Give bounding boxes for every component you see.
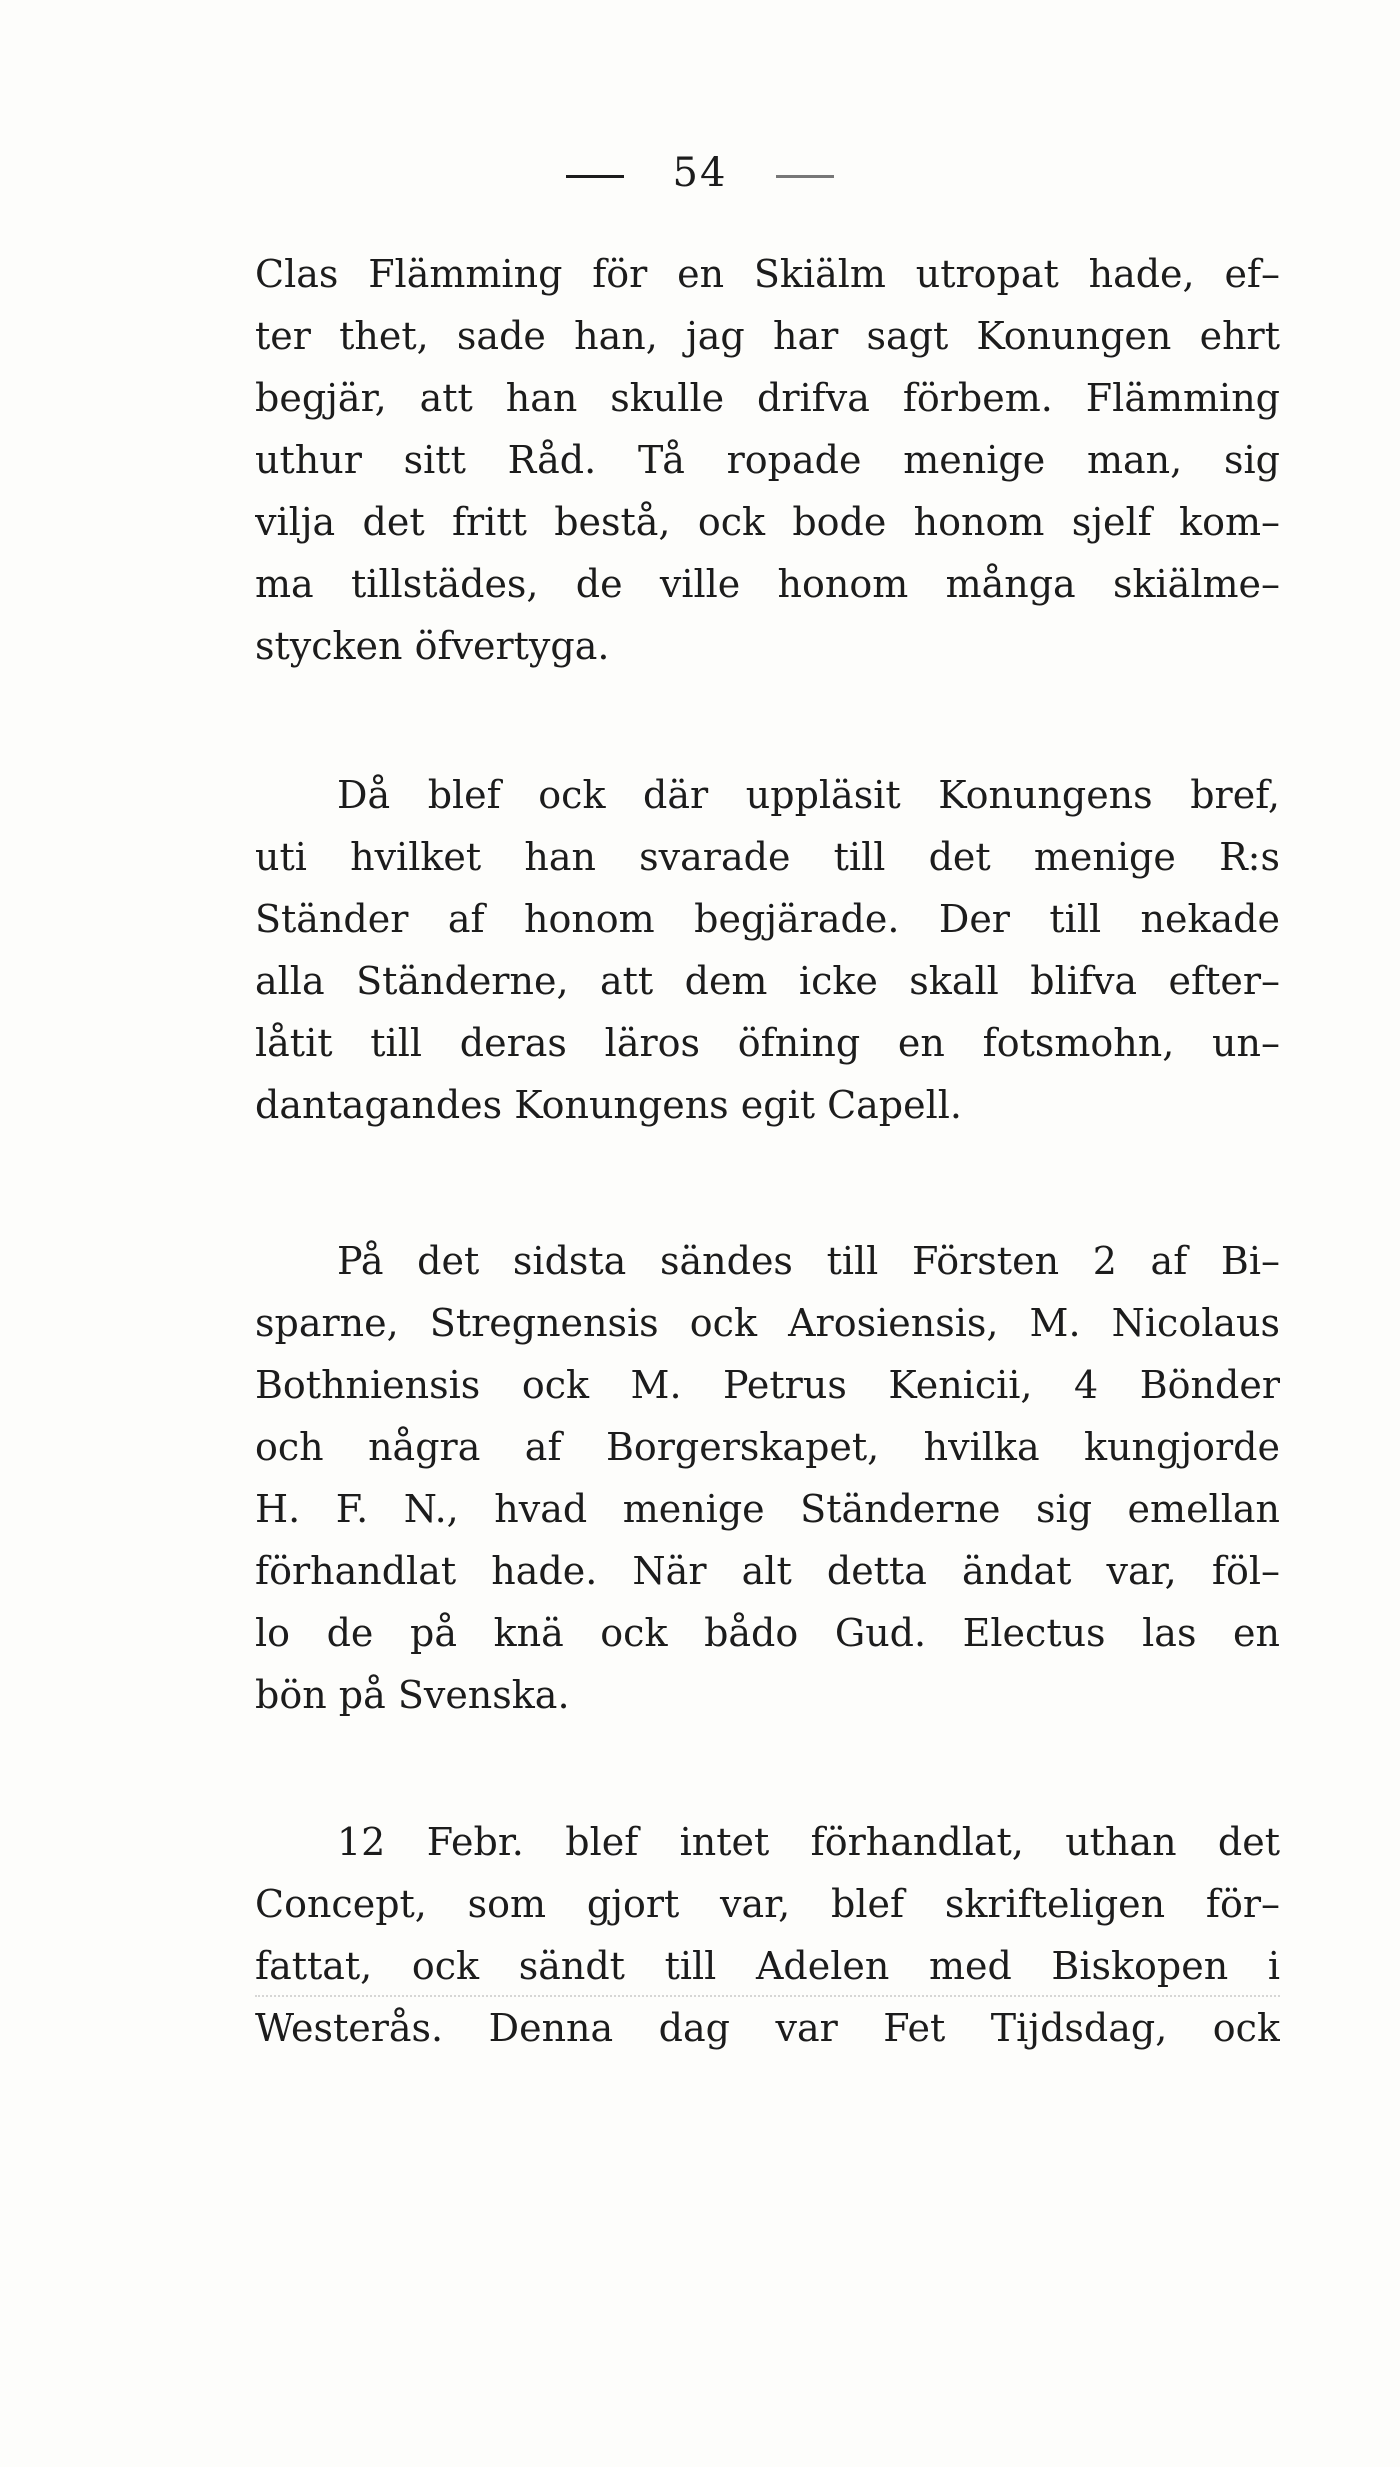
text-line: Då blef ock där uppläsit Konungens bref, — [337, 773, 1280, 817]
text-line: På det sidsta sändes till Försten 2 af Bi– — [337, 1239, 1280, 1283]
text-line: uthur sitt Råd. Tå ropade menige man, sig — [255, 438, 1280, 482]
text-line: Clas Flämming för en Skiälm utropat hade, ef– — [255, 252, 1280, 296]
bleed-through-marks — [255, 1995, 1280, 2027]
text-line: bön på Svenska. — [255, 1673, 570, 1717]
text-line: ter thet, sade han, jag har sagt Konungen ehrt — [255, 314, 1280, 358]
text-line: lo de på knä ock bådo Gud. Electus las en — [255, 1611, 1280, 1655]
text-line: ma tillstädes, de ville honom många skiälme– — [255, 562, 1280, 606]
text-line: H. F. N., hvad menige Ständerne sig emellan — [255, 1487, 1280, 1531]
header-dash-right — [776, 175, 834, 178]
text-line: uti hvilket han svarade till det menige R:s — [255, 835, 1280, 879]
text-line: låtit till deras läros öfning en fotsmohn, un– — [255, 1021, 1280, 1065]
text-line: begjär, att han skulle drifva förbem. Flämming — [255, 376, 1280, 420]
page-number: 54 — [672, 150, 728, 196]
text-line: och några af Borgerskapet, hvilka kungjorde — [255, 1425, 1280, 1469]
text-line: stycken öfvertyga. — [255, 624, 610, 668]
paragraph-1 — [255, 243, 1280, 677]
text-line: 12 Febr. blef intet förhandlat, uthan det — [337, 1820, 1280, 1864]
text-line: Westerås. Denna dag var Fet Tijdsdag, ock — [255, 2006, 1280, 2050]
text-line: Concept, som gjort var, blef skrifteligen för– — [255, 1882, 1280, 1926]
text-line: alla Ständerne, att dem icke skall blifva efter– — [255, 959, 1280, 1003]
text-line: vilja det fritt bestå, ock bode honom sjelf kom– — [255, 500, 1280, 544]
text-line: dantagandes Konungens egit Capell. — [255, 1083, 963, 1127]
text-line: fattat, ock sändt till Adelen med Biskopen i — [255, 1944, 1280, 1988]
text-line: Ständer af honom begjärade. Der till nekade — [255, 897, 1280, 941]
paragraph-2 — [255, 764, 1280, 1136]
page-header — [0, 150, 1400, 196]
paragraph-3 — [255, 1230, 1280, 1726]
text-line: Bothniensis ock M. Petrus Kenicii, 4 Bönder — [255, 1363, 1280, 1407]
text-line: förhandlat hade. När alt detta ändat var, föl– — [255, 1549, 1280, 1593]
text-line: sparne, Stregnensis ock Arosiensis, M. Nicolaus — [255, 1301, 1280, 1345]
header-dash-left — [566, 175, 624, 178]
